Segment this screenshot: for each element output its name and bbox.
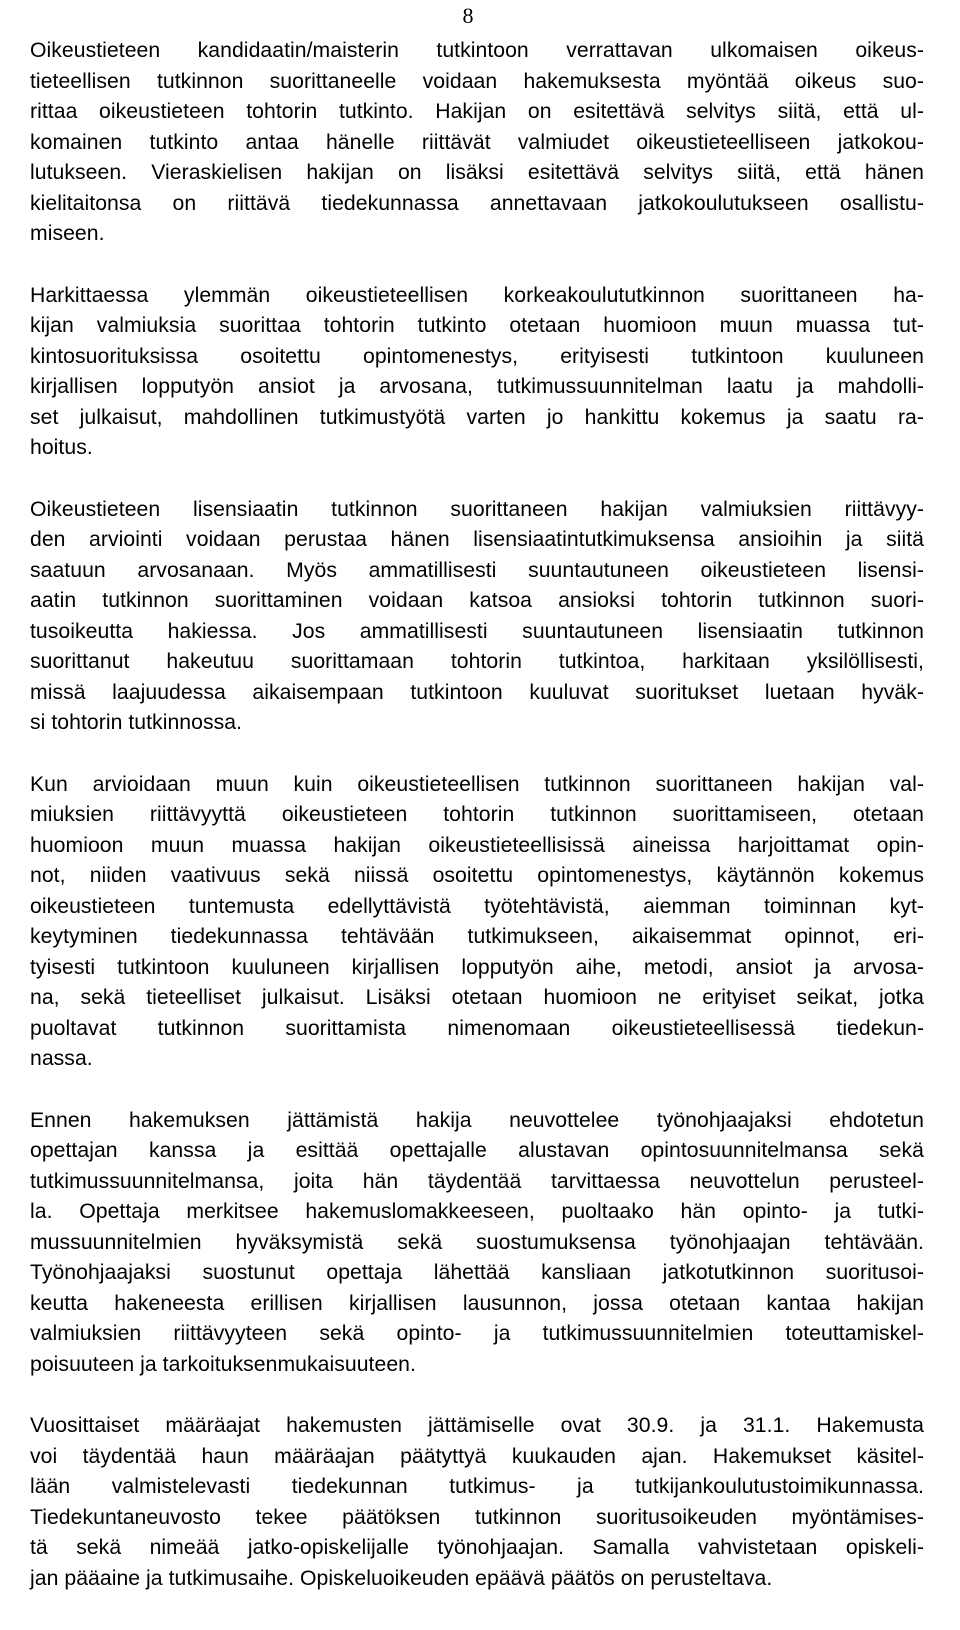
text-line: si tohtorin tutkinnossa. <box>30 711 243 734</box>
text-line: tä sekä nimeää jatko-opiskelijalle työnohjaajan. Samalla vahvistetaan opiskeli- <box>30 1536 924 1559</box>
text-line: tusoikeutta hakiessa. Jos ammatillisesti suuntautuneen lisensiaatin tutkinnon <box>30 619 924 643</box>
text-line: lutukseen. Vieraskielisen hakijan on lisäksi esitettävä selvitys siitä, että hänen <box>30 161 924 184</box>
text-line: tyisesti tutkintoon kuuluneen kirjallisen lopputyön aihe, metodi, ansiot ja arvosa- <box>30 955 924 979</box>
text-line: suorittanut hakeutuu suorittamaan tohtorin tutkintoa, harkitaan yksilöllisesti, <box>30 650 924 673</box>
text-line: kielitaitonsa on riittävä tiedekunnassa annettavaan jatkokoulutukseen osallistu- <box>30 191 924 215</box>
text-line: aatin tutkinnon suorittaminen voidaan katsoa ansioksi tohtorin tutkinnon suori- <box>30 589 924 612</box>
document-body <box>30 36 924 1594</box>
text-line: huomioon muun muassa hakijan oikeustieteellisissä aineissa harjoittamat opin- <box>30 833 924 857</box>
paragraph <box>30 495 924 739</box>
text-line: jan pääaine ja tutkimusaihe. Opiskeluoikeuden epäävä päätös on perusteltava. <box>30 1566 773 1590</box>
paragraph <box>30 281 924 464</box>
paragraph <box>30 770 924 1075</box>
text-line: Oikeustieteen lisensiaatin tutkinnon suorittaneen hakijan valmiuksien riittävyy- <box>30 497 924 521</box>
text-line: keutta hakeneesta erillisen kirjallisen lausunnon, jossa otetaan kantaa hakijan <box>30 1291 924 1315</box>
paragraph <box>30 1411 924 1594</box>
text-line: oikeustieteen tuntemusta edellyttävistä työtehtävistä, aiemman toiminnan kyt- <box>30 894 924 918</box>
text-line: mussuunnitelmien hyväksymistä sekä suostumuksensa työnohjaajan tehtävään. <box>30 1230 924 1254</box>
text-line: hoitus. <box>30 436 93 459</box>
text-line: Työnohjaajaksi suostunut opettaja lähettää kansliaan jatkotutkinnon suoritusoi- <box>30 1261 924 1284</box>
text-line: la. Opettaja merkitsee hakemuslomakkeeseen, puoltaako hän opinto- ja tutki- <box>30 1200 924 1223</box>
text-line: na, sekä tieteelliset julkaisut. Lisäksi otetaan huomioon ne erityiset seikat, jotka <box>30 986 924 1009</box>
paragraph <box>30 1106 924 1381</box>
text-line: missä laajuudessa aikaisempaan tutkintoon kuuluvat suoritukset luetaan hyväk- <box>30 680 924 704</box>
paragraph <box>30 36 924 250</box>
text-line: kijan valmiuksia suorittaa tohtorin tutkinto otetaan huomioon muun muassa tut- <box>30 314 924 337</box>
text-line: lään valmistelevasti tiedekunnan tutkimus- ja tutkijankoulutustoimikunnassa. <box>30 1475 924 1498</box>
text-line: Ennen hakemuksen jättämistä hakija neuvottelee työnohjaajaksi ehdotetun <box>30 1108 924 1132</box>
text-line: Kun arvioidaan muun kuin oikeustieteellisen tutkinnon suorittaneen hakijan val- <box>30 772 924 796</box>
text-line: den arviointi voidaan perustaa hänen lisensiaatintutkimuksensa ansioihin ja siitä <box>30 528 924 551</box>
text-line: opettajan kanssa ja esittää opettajalle alustavan opintosuunnitelmansa sekä <box>30 1139 924 1162</box>
text-line: voi täydentää haun määräajan päätyttyä kuukauden ajan. Hakemukset käsitel- <box>30 1444 924 1468</box>
text-line: komainen tutkinto antaa hänelle riittävät valmiudet oikeustieteelliseen jatkokou- <box>30 130 924 154</box>
text-line: miseen. <box>30 222 105 245</box>
text-line: saatuun arvosanaan. Myös ammatillisesti suuntautuneen oikeustieteen lisensi- <box>30 558 924 582</box>
text-line: kirjallisen lopputyön ansiot ja arvosana, tutkimussuunnitelman laatu ja mahdolli- <box>30 375 924 398</box>
text-line: Oikeustieteen kandidaatin/maisterin tutkintoon verrattavan ulkomaisen oikeus- <box>30 39 924 62</box>
text-line: rittaa oikeustieteen tohtorin tutkinto. Hakijan on esitettävä selvitys siitä, että ul- <box>30 100 924 123</box>
text-line: not, niiden vaativuus sekä niissä osoitettu opintomenestys, käytännön kokemus <box>30 864 924 887</box>
text-line: miuksien riittävyyttä oikeustieteen tohtorin tutkinnon suorittamiseen, otetaan <box>30 803 924 826</box>
text-line: keytyminen tiedekunnassa tehtävään tutkimukseen, aikaisemmat opinnot, eri- <box>30 925 924 948</box>
text-line: Harkittaessa ylemmän oikeustieteellisen korkeakoulututkinnon suorittaneen ha- <box>30 283 924 307</box>
text-line: kintosuorituksissa osoitettu opintomenestys, erityisesti tutkintoon kuuluneen <box>30 344 924 368</box>
text-line: Vuosittaiset määräajat hakemusten jättämiselle ovat 30.9. ja 31.1. Hakemusta <box>30 1414 924 1437</box>
text-line: set julkaisut, mahdollinen tutkimustyötä varten jo hankittu kokemus ja saatu ra- <box>30 405 924 429</box>
text-line: tieteellisen tutkinnon suorittaneelle voidaan hakemuksesta myöntää oikeus suo- <box>30 69 924 93</box>
text-line: valmiuksien riittävyyteen sekä opinto- ja tutkimussuunnitelmien toteuttamiskel- <box>30 1322 924 1345</box>
text-line: puoltavat tutkinnon suorittamista nimenomaan oikeustieteellisessä tiedekun- <box>30 1016 924 1040</box>
text-line: nassa. <box>30 1047 93 1070</box>
page-number: 8 <box>462 3 474 28</box>
text-line: Tiedekuntaneuvosto tekee päätöksen tutkinnon suoritusoikeuden myöntämises- <box>30 1505 924 1529</box>
text-line: tutkimussuunnitelmansa, joita hän täydentää tarvittaessa neuvottelun perusteel- <box>30 1169 924 1193</box>
text-line: poisuuteen ja tarkoituksenmukaisuuteen. <box>30 1352 416 1376</box>
